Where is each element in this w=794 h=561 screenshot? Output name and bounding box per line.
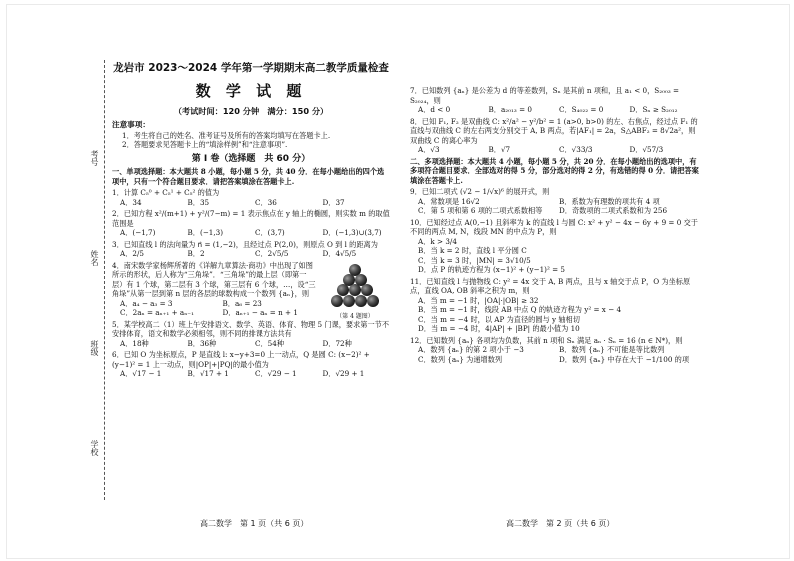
option-b: B．35 xyxy=(187,197,210,207)
question-11 xyxy=(410,277,700,334)
question-stem: 4．南宋数学家杨辉所著的《详解九章算法·商功》中出现了如图所示的形状，后人称为“三角垛”．“三角垛”的最上层（即第一层）有 1 个球，第二层有 3 个球，第三层有 6 个球，…，设“三角垛”从第一层到第 n 层的各层的球数构成一个数列 {aₙ}，则 xyxy=(112,260,316,299)
section-heading-multi-choice: 二、多项选择题：本大题共 4 小题，每小题 5 分，共 20 分．在每小题给出的选项中，有多项符合题目要求．全部选对的得 5 分，部分选对的得 2 分，有选错的得 0 分．请把答案填涂在答题卡上. xyxy=(410,156,699,185)
question-stem: 7．已知数列 {aₙ} 是公差为 d 的等差数列，Sₙ 是其前 n 项和，且 a₁ < 0，S₂₀₀₃ = S₂₀₂₄，则 xyxy=(410,86,680,105)
question-options xyxy=(112,339,390,349)
option-b: B．当 m = −1 时，线段 AB 中点 Q 的轨迹方程为 y² = x − 4 xyxy=(418,305,622,314)
binding-label-school: 学校 xyxy=(90,440,99,456)
question-8 xyxy=(410,117,700,155)
question-3 xyxy=(112,240,390,259)
question-12 xyxy=(410,336,700,365)
option-d: D．(−1,3)∪(3,7) xyxy=(322,228,382,238)
question-9 xyxy=(410,187,700,216)
binding-label-name: 姓名 xyxy=(90,250,99,266)
question-options xyxy=(410,197,700,216)
option-b: B．√17 + 1 xyxy=(187,369,229,379)
page-footer-1: 高二数学 第 1 页（共 6 页） xyxy=(200,519,309,528)
option-a: A．18种 xyxy=(120,338,149,348)
question-stem: 5．某学校高二（1）班上午安排语文、数学、英语、体育、物理 5 门课，要求第一节不安排体育，语文和数学必须相邻，则不同的排课方法共有 xyxy=(112,319,390,339)
page-2 xyxy=(410,84,700,364)
option-d: D．37 xyxy=(322,197,345,207)
option-b: B．系数为有理数的项共有 4 项 xyxy=(559,196,660,206)
option-a: A．2/5 xyxy=(120,249,144,259)
figure-caption: （第 4 题图） xyxy=(336,312,374,320)
question-stem: 2．已知方程 x²/(m+1) + y²/(7−m) = 1 表示焦点在 y 轴上的椭圆，则实数 m 的取值范围是 xyxy=(112,209,390,228)
triangle-pile-figure xyxy=(322,263,388,321)
option-d: D．Sₙ ≥ S₂₀₁₂ xyxy=(629,105,678,114)
option-c: C．√29 − 1 xyxy=(255,369,297,379)
question-2 xyxy=(112,209,390,238)
option-a: A．√3 xyxy=(418,145,440,154)
option-d: D．aₙ₊₁ − aₙ = n + 1 xyxy=(222,308,298,318)
option-d: D．√57/3 xyxy=(629,145,664,154)
binding-cut-line xyxy=(104,60,105,500)
option-a: A．√17 − 1 xyxy=(120,369,162,379)
question-options xyxy=(410,105,700,115)
option-b: B．√7 xyxy=(488,145,511,154)
option-c: C．54种 xyxy=(255,338,285,348)
option-c: C．第 5 项和第 6 项的二项式系数相等 xyxy=(418,206,543,215)
option-a: A．34 xyxy=(120,197,142,207)
option-a: A．数列 {aₙ} 的第 2 项小于 −3 xyxy=(418,345,524,354)
note-item: 1．考生将自己的姓名、准考证号及所有的答案均填写在答题卡上. xyxy=(122,130,331,140)
part1-title: 第 Ⅰ 卷（选择题 共 60 分） xyxy=(191,153,311,164)
section-heading-single-choice: 一、单项选择题：本大题共 8 小题，每小题 5 分，共 40 分．在每小题给出的四个选项中，只有一个符合题目要求．请把答案填涂在答题卡上. xyxy=(112,167,385,186)
question-options xyxy=(112,228,390,238)
option-c: C．36 xyxy=(255,197,277,207)
option-d: D．4√5/5 xyxy=(322,249,357,259)
question-stem: 10．已知经过点 A(0,−1) 且斜率为 k 的直线 l 与圆 C: x² + y² − 4x − 6y + 9 = 0 交于不同的两点 M, N，线段 MN 的中点为 P，则 xyxy=(410,217,698,236)
question-options xyxy=(410,145,700,155)
option-a: A．d < 0 xyxy=(418,105,451,114)
question-stem: 9．已知二项式 (√2 − 1/√x)⁶ 的展开式，则 xyxy=(410,187,550,196)
question-options xyxy=(112,369,390,379)
option-a: A．k > 3/4 xyxy=(418,236,457,246)
page-footer-2: 高二数学 第 2 页（共 6 页） xyxy=(506,519,615,528)
question-options xyxy=(112,249,390,259)
option-d: D．奇数项的二项式系数和为 256 xyxy=(559,206,668,215)
option-b: B．a₂₀₁₃ = 0 xyxy=(488,105,532,114)
question-options xyxy=(410,296,700,334)
question-10 xyxy=(410,218,700,275)
option-a: A．常数项是 16√2 xyxy=(418,196,480,206)
question-5 xyxy=(112,320,390,349)
exam-info: （考试时间：120 分钟 满分：150 分） xyxy=(173,105,329,116)
question-options xyxy=(112,198,390,208)
exam-title: 龙岩市 2023～2024 学年第一学期期末高二教学质量检查 xyxy=(113,62,389,74)
question-stem: 11．已知直线 l 与抛物线 C: y² = 4x 交于 A, B 两点，且与 x 轴交于点 P，O 为坐标原点，直线 OA, OB 斜率之积为 m，则 xyxy=(410,276,691,295)
question-options xyxy=(112,299,325,318)
option-b: B．(−1,3) xyxy=(187,228,224,238)
question-stem: 3．已知直线 l 的法向量为 n⃗ = (1,−2)，且经过点 P(2,0)，则原点 O 到 l 的距离为 xyxy=(112,239,378,249)
option-c: C．√33/3 xyxy=(559,145,593,154)
binding-label-exam-number: 考号 xyxy=(90,150,99,166)
option-c: C．当 m = −4 时，以 AP 为直径的圆与 y 轴相切 xyxy=(418,314,580,324)
binding-margin xyxy=(80,60,100,500)
option-b: B．2 xyxy=(187,249,205,259)
stacked-balls-image xyxy=(322,263,388,313)
option-c: C．当 k = 3 时，|MN| = 3√10/5 xyxy=(418,255,531,265)
option-b: B．36种 xyxy=(187,338,217,348)
option-d: D．√29 + 1 xyxy=(322,369,365,379)
option-c: C．2aₙ = aₙ₊₁ + aₙ₋₁ xyxy=(120,308,194,318)
notes-heading: 注意事项： xyxy=(112,120,150,130)
question-stem: 12．已知数列 {aₙ} 各项均为负数，其前 n 项和 Sₙ 满足 aₙ · Sₙ = 16 (n ∈ N*)，则 xyxy=(410,335,683,345)
subject-title: 数 学 试 题 xyxy=(195,81,307,100)
question-7 xyxy=(410,86,700,115)
question-stem: 8．已知 F₁, F₂ 是双曲线 C: x²/a² − y²/b² = 1 (a>0, b>0) 的左、右焦点，经过点 F₁ 的直线与双曲线 C 的左右两支分别交于 A, B 两点，若|AF₁| = 2a，S△ABF₂ = 8√2a²，则双曲线 C 的离心率为 xyxy=(410,116,698,145)
binding-label-class: 班级 xyxy=(90,340,99,356)
option-c: C．数列 {aₙ} 为递增数列 xyxy=(418,354,503,364)
question-4 xyxy=(112,261,390,318)
option-d: D．点 P 的轨迹方程为 (x−1)² + (y−1)² = 5 xyxy=(418,265,565,274)
question-1 xyxy=(112,188,390,207)
option-c: C．S₄₀₂₂ = 0 xyxy=(559,105,604,114)
option-a: A．a₄ − a₃ = 3 xyxy=(120,298,173,308)
page-1 xyxy=(112,60,390,379)
option-c: C．(3,7) xyxy=(255,228,285,238)
option-d: D．72种 xyxy=(322,338,352,348)
option-a: A．(−1,7) xyxy=(120,228,156,238)
question-6 xyxy=(112,350,390,379)
option-b: B．数列 {aₙ} 不可能是等比数列 xyxy=(559,345,665,354)
option-b: B．当 k = 2 时，直线 l 平分圆 C xyxy=(418,246,527,255)
question-options xyxy=(410,345,700,364)
question-stem: 6．已知 O 为坐标原点，P 是直线 l: x−y+3=0 上一动点，Q 是圆 C: (x−2)² + (y−1)² = 1 上一动点，则|OP|+|PQ|的最小值为 xyxy=(112,350,370,369)
option-c: C．2√5/5 xyxy=(255,249,289,259)
option-d: D．数列 {aₙ} 中存在大于 −1/100 的项 xyxy=(559,354,690,364)
option-a: A．当 m = −1 时，|OA|·|OB| ≥ 32 xyxy=(418,295,539,305)
question-stem: 1．计算 C₅⁰ + C₅¹ + C₅² 的值为 xyxy=(112,188,220,198)
option-b: B．a₆ = 23 xyxy=(222,298,262,308)
question-options xyxy=(410,237,700,275)
note-item: 2．答题要求见答题卡上的“填涂样例”和“注意事项”. xyxy=(122,140,288,149)
option-d: D．当 m = −4 时，4|AP| + |BP| 的最小值为 10 xyxy=(418,324,580,333)
